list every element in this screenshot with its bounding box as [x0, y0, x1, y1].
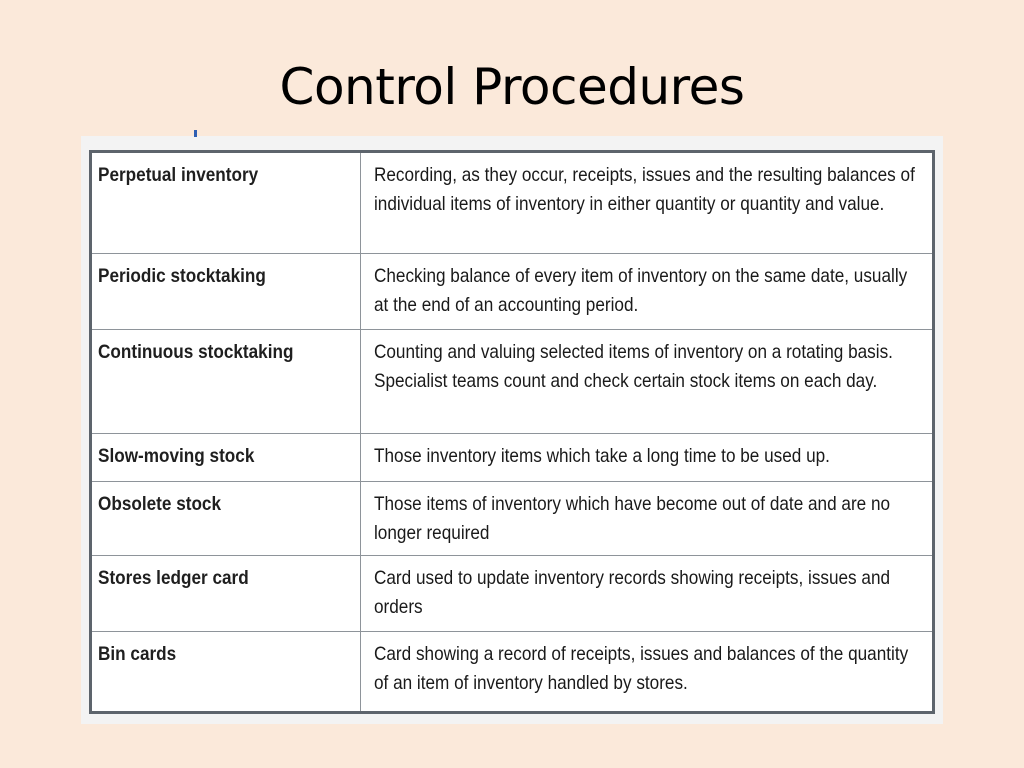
table-row	[91, 329, 934, 434]
definition-cell	[361, 434, 934, 481]
term-cell	[91, 481, 361, 555]
definition-text: Counting and valuing selected items of inventory on a rotating basis. Specialist teams count and check certain stock items on each day.	[374, 340, 893, 392]
blue-mark	[194, 130, 197, 137]
definition-cell	[361, 481, 934, 555]
term-cell	[91, 556, 361, 631]
term-cell	[91, 329, 361, 434]
table-row	[91, 556, 934, 631]
procedures-table	[89, 150, 935, 714]
term-cell	[91, 152, 361, 254]
term-text: Obsolete stock	[98, 492, 222, 515]
term-cell	[91, 253, 361, 329]
definition-text: Those inventory items which take a long time to be used up.	[374, 445, 830, 468]
table-panel	[81, 136, 943, 724]
term-text: Continuous stocktaking	[98, 340, 294, 363]
table-row	[91, 253, 934, 329]
term-text: Stores ledger card	[98, 567, 249, 590]
definition-text: Those items of inventory which have become out of date and are no longer required	[374, 492, 891, 544]
term-cell	[91, 434, 361, 481]
definition-text: Card showing a record of receipts, issues and balances of the quantity of an item of inventory handled by stores.	[374, 642, 909, 694]
slide-title: Control Procedures	[279, 58, 745, 116]
definition-cell	[361, 631, 934, 712]
definition-cell	[361, 329, 934, 434]
table-row	[91, 481, 934, 555]
definition-cell	[361, 556, 934, 631]
definition-cell	[361, 253, 934, 329]
table-row	[91, 631, 934, 712]
term-text: Slow-moving stock	[98, 445, 255, 468]
table-row	[91, 434, 934, 481]
term-text: Bin cards	[98, 642, 177, 665]
definition-text: Recording, as they occur, receipts, issues and the resulting balances of individual items of inventory in either quantity or quantity and value.	[374, 164, 915, 215]
term-text: Perpetual inventory	[98, 164, 259, 186]
term-cell	[91, 631, 361, 712]
term-text: Periodic stocktaking	[98, 264, 266, 287]
table-row	[91, 152, 934, 254]
definition-cell	[361, 152, 934, 254]
definition-text: Checking balance of every item of inventory on the same date, usually at the end of an accounting period.	[374, 264, 908, 316]
definition-text: Card used to update inventory records showing receipts, issues and orders	[374, 567, 891, 619]
